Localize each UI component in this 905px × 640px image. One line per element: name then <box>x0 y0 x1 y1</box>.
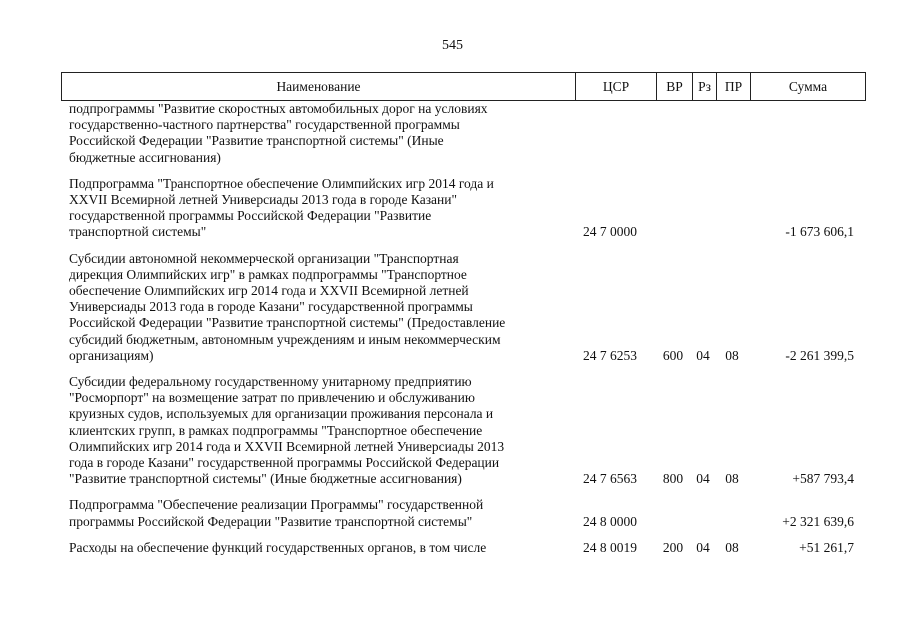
table-row <box>61 497 866 529</box>
row-sum: +2 321 639,6 <box>782 513 854 529</box>
row-name: Расходы на обеспечение функций государственных органов, в том числе <box>69 539 487 555</box>
row-vr: 600 <box>662 347 684 363</box>
row-name: Подпрограмма "Транспортное обеспечение Олимпийских игр 2014 года и XXVII Всемирной летней Универсиады 2013 года в городе Казани" государственной программы Российской Федерации "Развитие транспортной системы" <box>69 175 494 240</box>
header-rz: Рз <box>692 73 716 100</box>
header-sum: Сумма <box>750 73 865 100</box>
row-csr: 24 7 0000 <box>583 224 637 240</box>
table-body <box>61 101 866 556</box>
row-csr: 24 8 0019 <box>583 539 637 555</box>
row-pr: 08 <box>725 471 739 487</box>
row-name: Субсидии федеральному государственному унитарному предприятию "Росморпорт" на возмещение затрат по привлечению и обслуживанию круизных судов, используемых для организации проживания персонала и клиентских групп, в рамках подпрограммы "Транспортное обеспечение Олимпийских игр 2014 года и XXVII Всемирной летней Универсиады 2013 года в городе Казани" государственной программы Российской Федерации "Развитие транспортной системы" (Иные бюджетные ассигнования) <box>69 374 505 487</box>
header-pr: ПР <box>716 73 750 100</box>
table-header <box>61 72 866 101</box>
row-sum: -1 673 606,1 <box>785 224 854 240</box>
row-rz: 04 <box>696 471 710 487</box>
table-row <box>61 101 866 166</box>
row-name: подпрограммы "Развитие скоростных автомобильных дорог на условиях государственно-частного партнерства" государственной программы Российской Федерации "Развитие транспортной системы" (Иные бюджетные ассигнования) <box>69 101 488 165</box>
row-pr: 08 <box>725 347 739 363</box>
header-vr: ВР <box>656 73 692 100</box>
table-row <box>61 540 866 556</box>
row-sum: +51 261,7 <box>799 539 854 555</box>
table-row <box>61 374 866 487</box>
row-vr: 200 <box>662 539 684 555</box>
row-csr: 24 7 6563 <box>583 471 637 487</box>
header-name: Наименование <box>276 79 361 94</box>
row-sum: +587 793,4 <box>792 471 854 487</box>
table-row <box>61 251 866 364</box>
row-rz: 04 <box>696 539 710 555</box>
row-rz: 04 <box>696 347 710 363</box>
row-name: Субсидии автономной некоммерческой организации "Транспортная дирекция Олимпийских игр" в рамках подпрограммы "Транспортное обеспечение Олимпийских игр 2014 года и XXVII Всемирной летней Универсиады 2013 года в городе Казани" государственной программы Российской Федерации "Развитие транспортной системы" (Предоставление субсидий бюджетным, автономным учреждениям и иным некоммерческим организациям) <box>69 250 506 363</box>
row-csr: 24 8 0000 <box>583 513 637 529</box>
row-csr: 24 7 6253 <box>583 347 637 363</box>
row-name: Подпрограмма "Обеспечение реализации Программы" государственной программы Российской Федерации "Развитие транспортной системы" <box>69 497 484 529</box>
header-csr: ЦСР <box>575 73 656 100</box>
row-vr: 800 <box>662 471 684 487</box>
row-sum: -2 261 399,5 <box>785 347 854 363</box>
row-pr: 08 <box>725 539 739 555</box>
table-row <box>61 176 866 241</box>
page-number: 545 <box>442 38 463 53</box>
